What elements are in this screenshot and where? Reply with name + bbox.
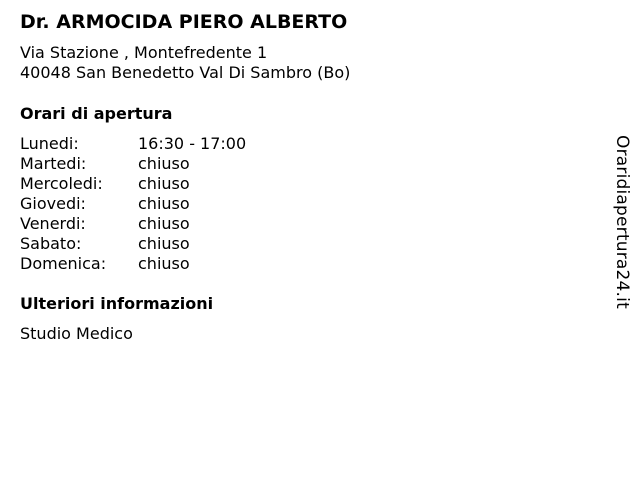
day-label: Mercoledi:	[20, 174, 103, 193]
day-hours: chiuso	[138, 154, 190, 173]
day-hours: chiuso	[138, 254, 190, 273]
day-hours: chiuso	[138, 194, 190, 213]
opening-hours-table	[20, 134, 246, 274]
day-label: Venerdi:	[20, 214, 86, 233]
day-label: Lunedi:	[20, 134, 79, 153]
site-watermark: Oraridiapertura24.it	[612, 135, 632, 309]
hours-row-saturday	[20, 234, 246, 254]
day-hours: chiuso	[138, 174, 190, 193]
more-info-heading: Ulteriori informazioni	[20, 294, 214, 313]
day-hours: 16:30 - 17:00	[138, 134, 247, 153]
day-label: Sabato:	[20, 234, 82, 253]
hours-row-tuesday	[20, 154, 246, 174]
hours-row-friday	[20, 214, 246, 234]
day-hours: chiuso	[138, 214, 190, 233]
hours-row-thursday	[20, 194, 246, 214]
day-label: Giovedi:	[20, 194, 86, 213]
address-block	[20, 43, 350, 83]
more-info-text: Studio Medico	[20, 324, 133, 343]
address-street: Via Stazione , Montefredente 1	[20, 43, 268, 62]
day-label: Domenica:	[20, 254, 107, 273]
day-label: Martedi:	[20, 154, 87, 173]
address-city: 40048 San Benedetto Val Di Sambro (Bo)	[20, 63, 351, 82]
hours-row-sunday	[20, 254, 246, 274]
business-name: Dr. ARMOCIDA PIERO ALBERTO	[20, 11, 348, 33]
hours-row-wednesday	[20, 174, 246, 194]
opening-hours-heading: Orari di apertura	[20, 104, 173, 123]
hours-row-monday	[20, 134, 246, 154]
day-hours: chiuso	[138, 234, 190, 253]
